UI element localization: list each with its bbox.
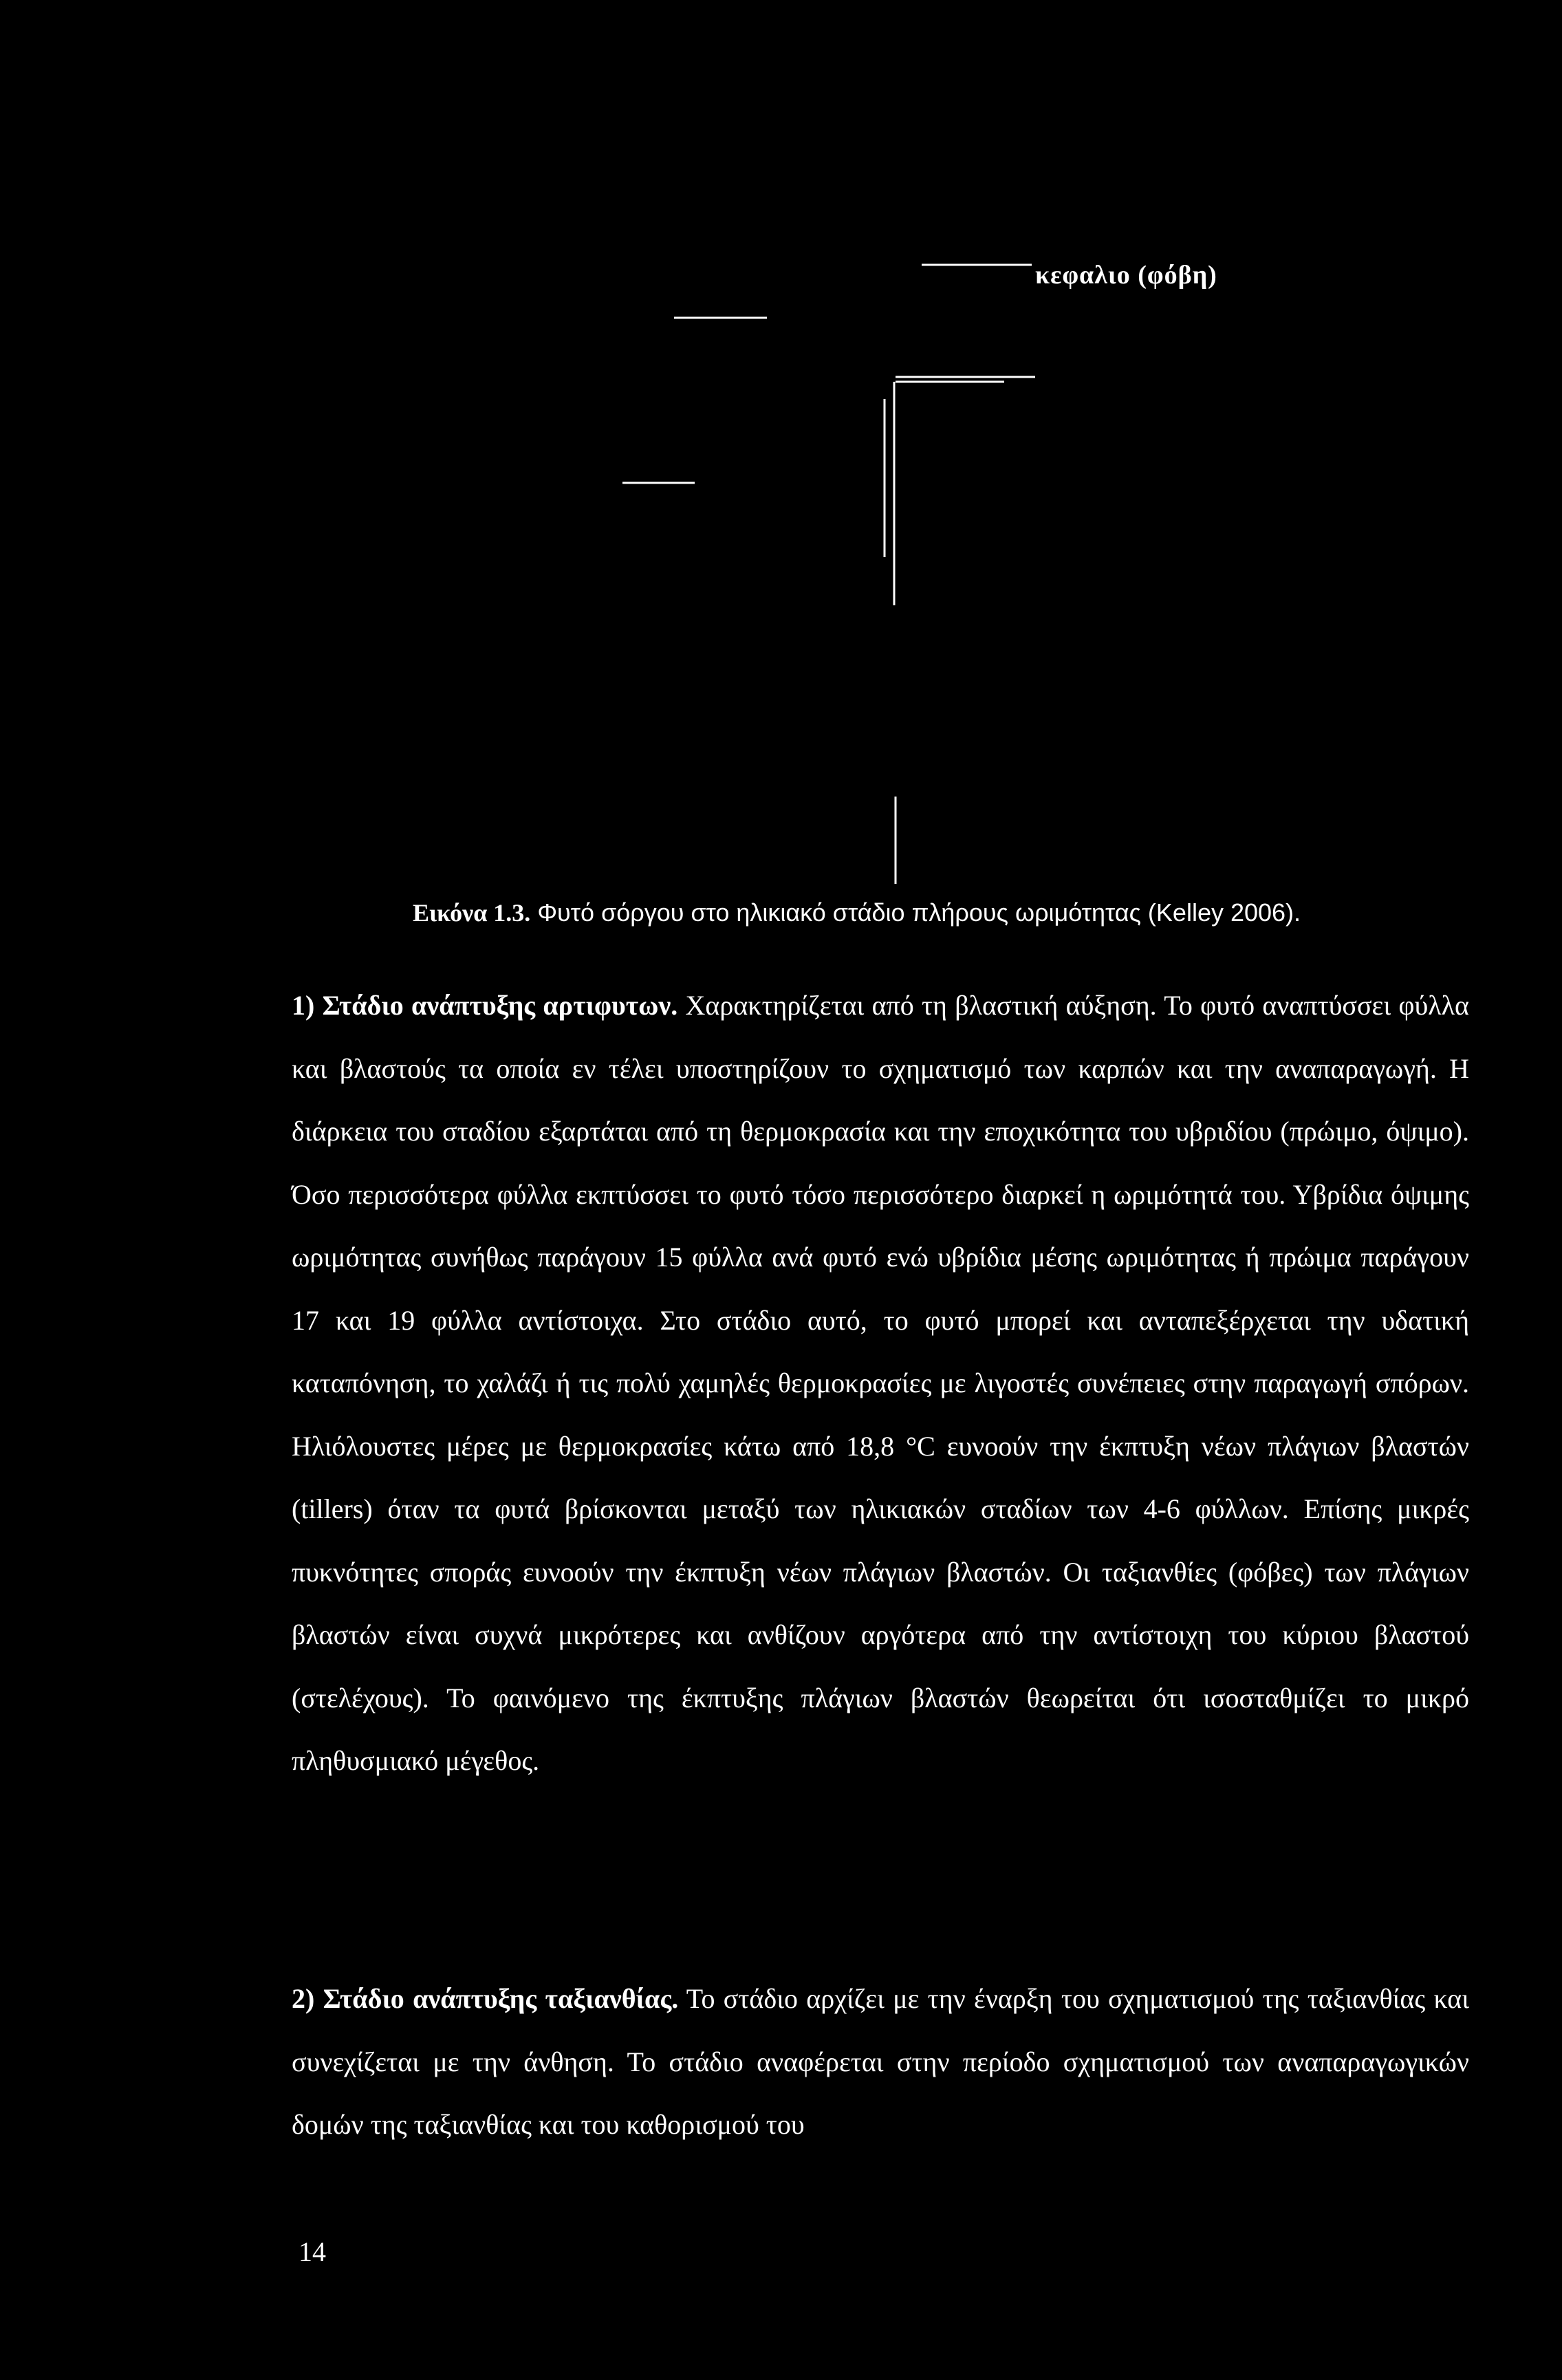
paragraph-inflorescence-stage [292, 1967, 1469, 2156]
page-number: 14 [299, 2236, 326, 2267]
section-text: Χαρακτηρίζεται από τη βλαστική αύξηση. Το φυτό αναπτύσσει φύλλα και βλαστούς τα οποία εν τέλει υποστηρίζουν το σχηματισμό των καρπών και την αναπαραγωγή. Η διάρκεια του σταδίου εξαρτάται από τη θερμοκρασία και την εποχικότητα του υβριδίου (πρώιμο, όψιμο). Όσο περισσότερα φύλλα εκπτύσσει το φυτό τόσο περισσότερο διαρκεί η ωριμότητά του. Υβρίδια όψιμης ωριμότητας συνήθως παράγουν 15 φύλλα ανά φυτό ενώ υβρίδια μέσης ωριμότητας ή πρώιμα παράγουν 17 και 19 φύλλα αντίστοιχα. Στο στάδιο αυτό, το φυτό μπορεί και ανταπεξέρχεται την υδατική καταπόνηση, το χαλάζι ή τις πολύ χαμηλές θερμοκρασίες με λιγοστές συνέπειες στην παραγωγή σπόρων. Ηλιόλουστες μέρες με θερμοκρασίες κάτω από 18,8 °C ευνοούν την έκπτυξη νέων πλάγιων βλαστών (tillers) όταν τα φυτά βρίσκονται μεταξύ των ηλικιακών σταδίων των 4-6 φύλλων. Επίσης μικρές πυκνότητες σποράς ευνοούν την έκπτυξη νέων πλάγιων βλαστών. Οι ταξιανθίες (φόβες) των πλάγιων βλαστών είναι συχνά μικρότερες και ανθίζουν αργότερα από την αντίστοιχη του κύριου βλαστού (στελέχους). Το φαινόμενο της έκπτυξης πλάγιων βλαστών θεωρείται ότι ισοσταθμίζει το μικρό πληθυσμιακό μέγεθος. [292, 990, 1470, 1776]
figure-sorghum-plant [0, 0, 1562, 927]
caption-text: Φυτό σόργου στο ηλικιακό στάδιο πλήρους ωριμότητας (Kelley 2006). [530, 898, 1301, 927]
figure-label: κεφαλιο (φόβη) [1035, 261, 1217, 290]
plant-drawing [0, 0, 1562, 915]
caption-number: Εικόνα 1.3. [413, 899, 531, 927]
figure-caption [413, 898, 1301, 927]
section-text: Το στάδιο αρχίζει με την έναρξη του σχηματισμού της ταξιανθίας και συνεχίζεται με την άνθηση. Το στάδιο αναφέρεται στην περίοδο σχηματισμού των αναπαραγωγικών δομών της ταξιανθίας και του καθορισμού του [292, 1983, 1469, 2140]
paragraph-seedling-stage [292, 974, 1469, 1793]
section-heading: 2) Στάδιο ανάπτυξης ταξιανθίας. [292, 1983, 679, 2014]
section-heading: 1) Στάδιο ανάπτυξης αρτιφυτων. [292, 990, 678, 1021]
